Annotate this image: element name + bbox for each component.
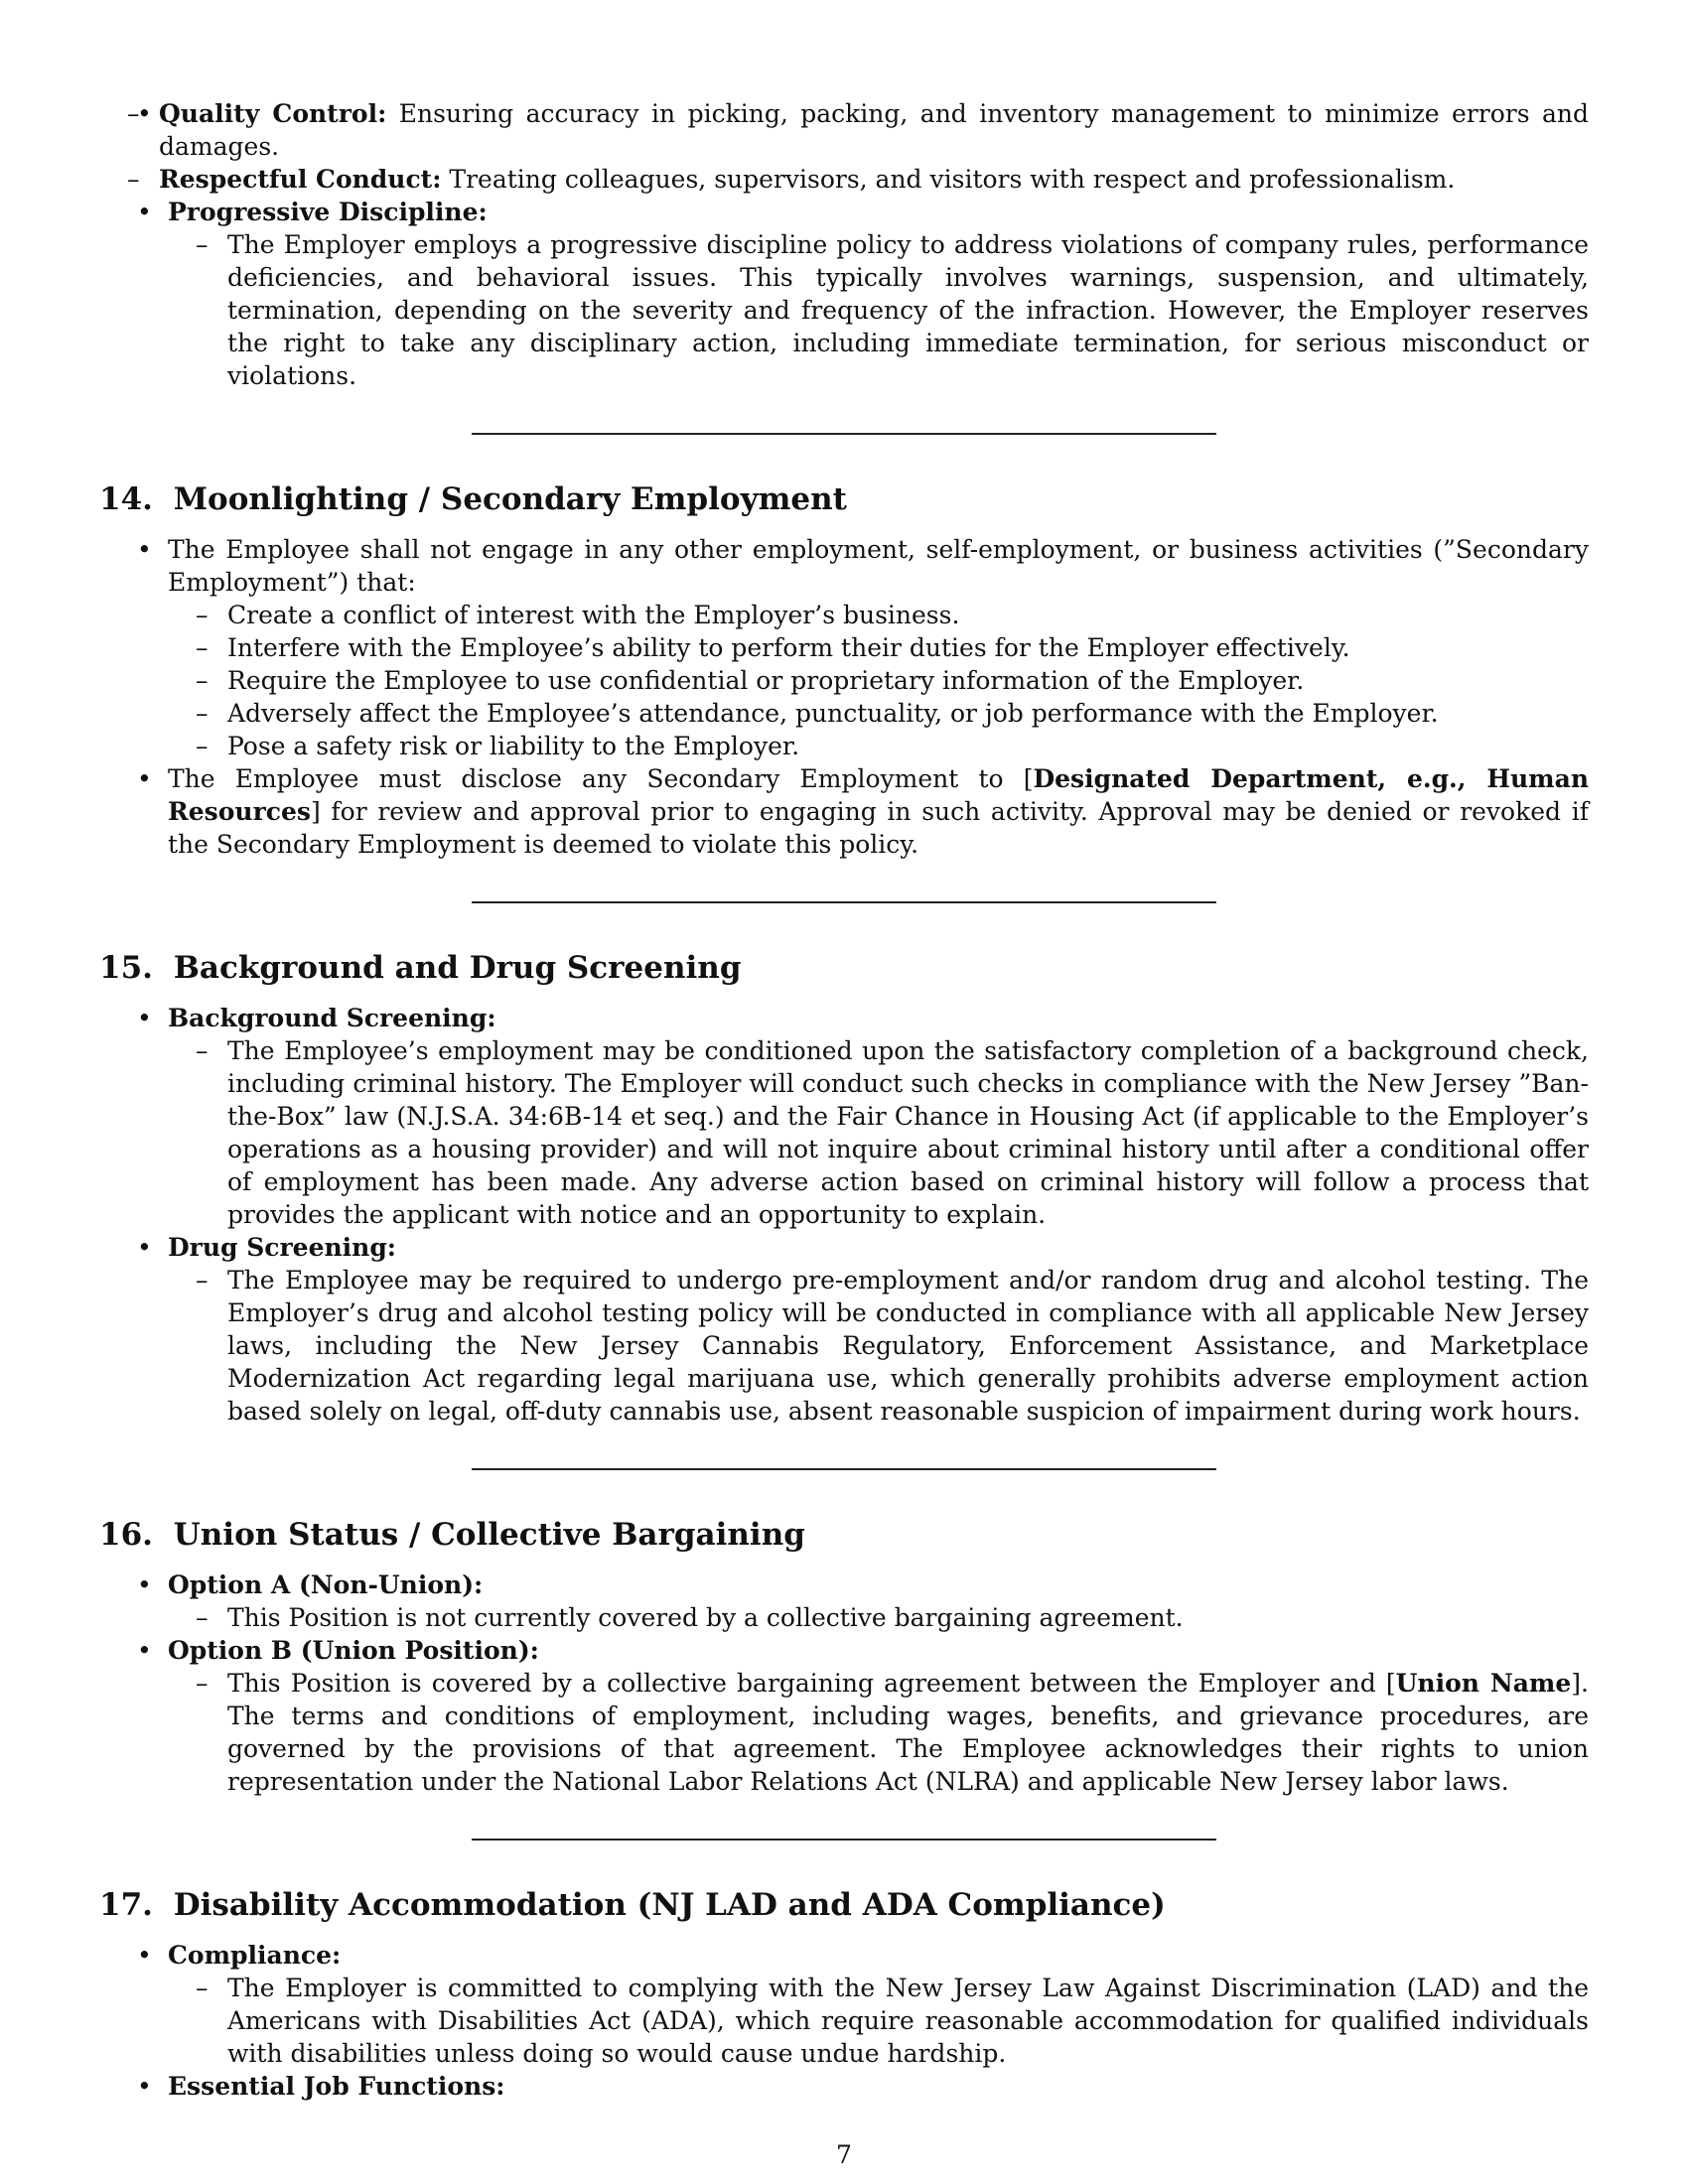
section-15-list (99, 1002, 1589, 1428)
list-item (168, 1667, 1589, 1798)
list-item (99, 1231, 1589, 1428)
progressive-list (99, 196, 1589, 392)
disclosure-text-end: ] for review and approval prior to engaging in such activity. Approval may be denied or revoked if the Secondary Employment is deemed to violate this policy. (168, 797, 1589, 859)
page-number: 7 (836, 2140, 852, 2169)
list-item: – The Employee’s employment may be conditioned upon the satisfactory completion of a background check, including criminal history. The Employer will conduct such checks in compliance with the New Jersey ”Ban-the-Box” law (N.J.S.A. 34:6B-14 et seq.) and the Fair Chance in Housing Act (if applicable to the Employer’s operations as a housing provider) and will not inquire about criminal history until after a conditional offer of employment has been made. Any adverse action based on criminal history will follow a process that provides the applicant with notice and an opportunity to explain. (168, 1034, 1589, 1231)
section-number: 17. (99, 1887, 153, 1923)
conduct-sublist (99, 97, 1589, 196)
section-14-list (99, 533, 1589, 861)
list-item: – Pose a safety risk or liability to the Employer. (168, 730, 1589, 762)
progressive-discipline-label: Progressive Discipline: (168, 198, 488, 226)
section-heading-17 (99, 1885, 1589, 1925)
respectful-conduct-label: Respectful Conduct: (159, 165, 442, 194)
background-sublist (168, 1034, 1589, 1231)
list-item: – Require the Employee to use confidential or proprietary information of the Employer. (168, 664, 1589, 697)
drug-sublist (168, 1264, 1589, 1428)
compliance-label: Compliance: (168, 1941, 342, 1970)
disclosure-paragraph (168, 762, 1589, 861)
list-item: – The Employer is committed to complying with the New Jersey Law Against Discrimination (LAD) and the Americans with Disabilities Act (ADA), which require reasonable accommodation for qualified individuals with disabilities unless doing so would cause undue hardship. (168, 1972, 1589, 2070)
section-number: 15. (99, 950, 153, 986)
essential-functions-label: Essential Job Functions: (168, 2072, 505, 2101)
list-item: – The Employee may be required to undergo pre-employment and/or random drug and alcohol testing. The Employer’s drug and alcohol testing policy will be conducted in compliance with all applicable New Jersey laws, including the New Jersey Cannabis Regulatory, Enforcement Assistance, and Marketplace Modernization Act regarding legal marijuana use, which generally prohibits adverse employment action based solely on legal, off-duty cannabis use, absent reasonable suspicion of impairment during work hours. (168, 1264, 1589, 1428)
background-screening-label: Background Screening: (168, 1004, 496, 1032)
section-title: Moonlighting / Secondary Employment (173, 481, 847, 517)
section-heading-14 (99, 479, 1589, 519)
list-item (99, 2070, 1589, 2103)
quality-control-label: Quality Control: (159, 99, 387, 128)
list-item (99, 1569, 1589, 1634)
section-17-list (99, 1939, 1589, 2103)
section-divider (472, 1839, 1216, 1841)
option-a-label: Option A (Non-Union): (168, 1570, 484, 1599)
section-title: Disability Accommodation (NJ LAD and ADA Compliance) (173, 1887, 1166, 1923)
list-item: – The Employer employs a progressive discipline policy to address violations of company rules, performance deficiencies, and behavioral issues. This typically involves warnings, suspension, and ultimately, termination, depending on the severity and frequency of the infraction. However, the Employer reserves the right to take any disciplinary action, including immediate termination, for serious misconduct or violations. (168, 228, 1589, 392)
respectful-conduct-text: Treating colleagues, supervisors, and visitors with respect and professionalism. (449, 165, 1456, 194)
moonlighting-sublist (168, 599, 1589, 762)
section-title: Union Status / Collective Bargaining (173, 1517, 805, 1553)
list-item (99, 163, 1589, 196)
option-a-sublist (168, 1601, 1589, 1634)
section-divider (472, 1468, 1216, 1470)
quality-control-text: Ensuring accuracy in picking, packing, and inventory management to minimize errors and damages. (159, 99, 1589, 161)
section-heading-16 (99, 1515, 1589, 1555)
union-name-placeholder: Union Name (1395, 1669, 1572, 1698)
option-b-text-start: This Position is covered by a collective bargaining agreement between the Employer and [ (227, 1669, 1396, 1698)
option-b-label: Option B (Union Position): (168, 1636, 539, 1665)
list-item: – Interfere with the Employee’s ability to perform their duties for the Employer effectively. (168, 631, 1589, 664)
section-number: 14. (99, 481, 153, 517)
list-item (99, 97, 1589, 163)
option-b-text-end: ]. The terms and conditions of employment, including wages, benefits, and grievance procedures, are governed by the provisions of that agreement. The Employee acknowledges their rights to union representation under the National Labor Relations Act (NLRA) and applicable New Jersey labor laws. (227, 1669, 1589, 1796)
section-number: 16. (99, 1517, 153, 1553)
compliance-sublist (168, 1972, 1589, 2070)
designated-department-placeholder: Designated Department, e.g., Human Resources (168, 764, 1589, 826)
list-item: – Create a conflict of interest with the Employer’s business. (168, 599, 1589, 631)
list-item (99, 97, 1589, 196)
list-item (99, 762, 1589, 861)
disclosure-text-start: The Employee must disclose any Secondary Employment to [ (168, 764, 1034, 793)
document-page (99, 97, 1589, 2103)
list-item (99, 1634, 1589, 1798)
section-16-list (99, 1569, 1589, 1798)
list-item (99, 1002, 1589, 1231)
list-item (99, 533, 1589, 762)
list-item: – Adversely affect the Employee’s attendance, punctuality, or job performance with the Employer. (168, 697, 1589, 730)
option-b-sublist (168, 1667, 1589, 1798)
progressive-sublist (168, 228, 1589, 392)
list-item (99, 1939, 1589, 2070)
section-heading-15 (99, 948, 1589, 988)
section-divider (472, 901, 1216, 903)
section-title: Background and Drug Screening (173, 950, 742, 986)
section-divider (472, 433, 1216, 435)
list-item (99, 196, 1589, 392)
drug-screening-label: Drug Screening: (168, 1233, 397, 1262)
moonlighting-intro: • The Employee shall not engage in any other employment, self-employment, or business activities (”Secondary Employment”) that: (168, 535, 1589, 597)
top-list (99, 97, 1589, 196)
list-item: – This Position is not currently covered by a collective bargaining agreement. (168, 1601, 1589, 1634)
